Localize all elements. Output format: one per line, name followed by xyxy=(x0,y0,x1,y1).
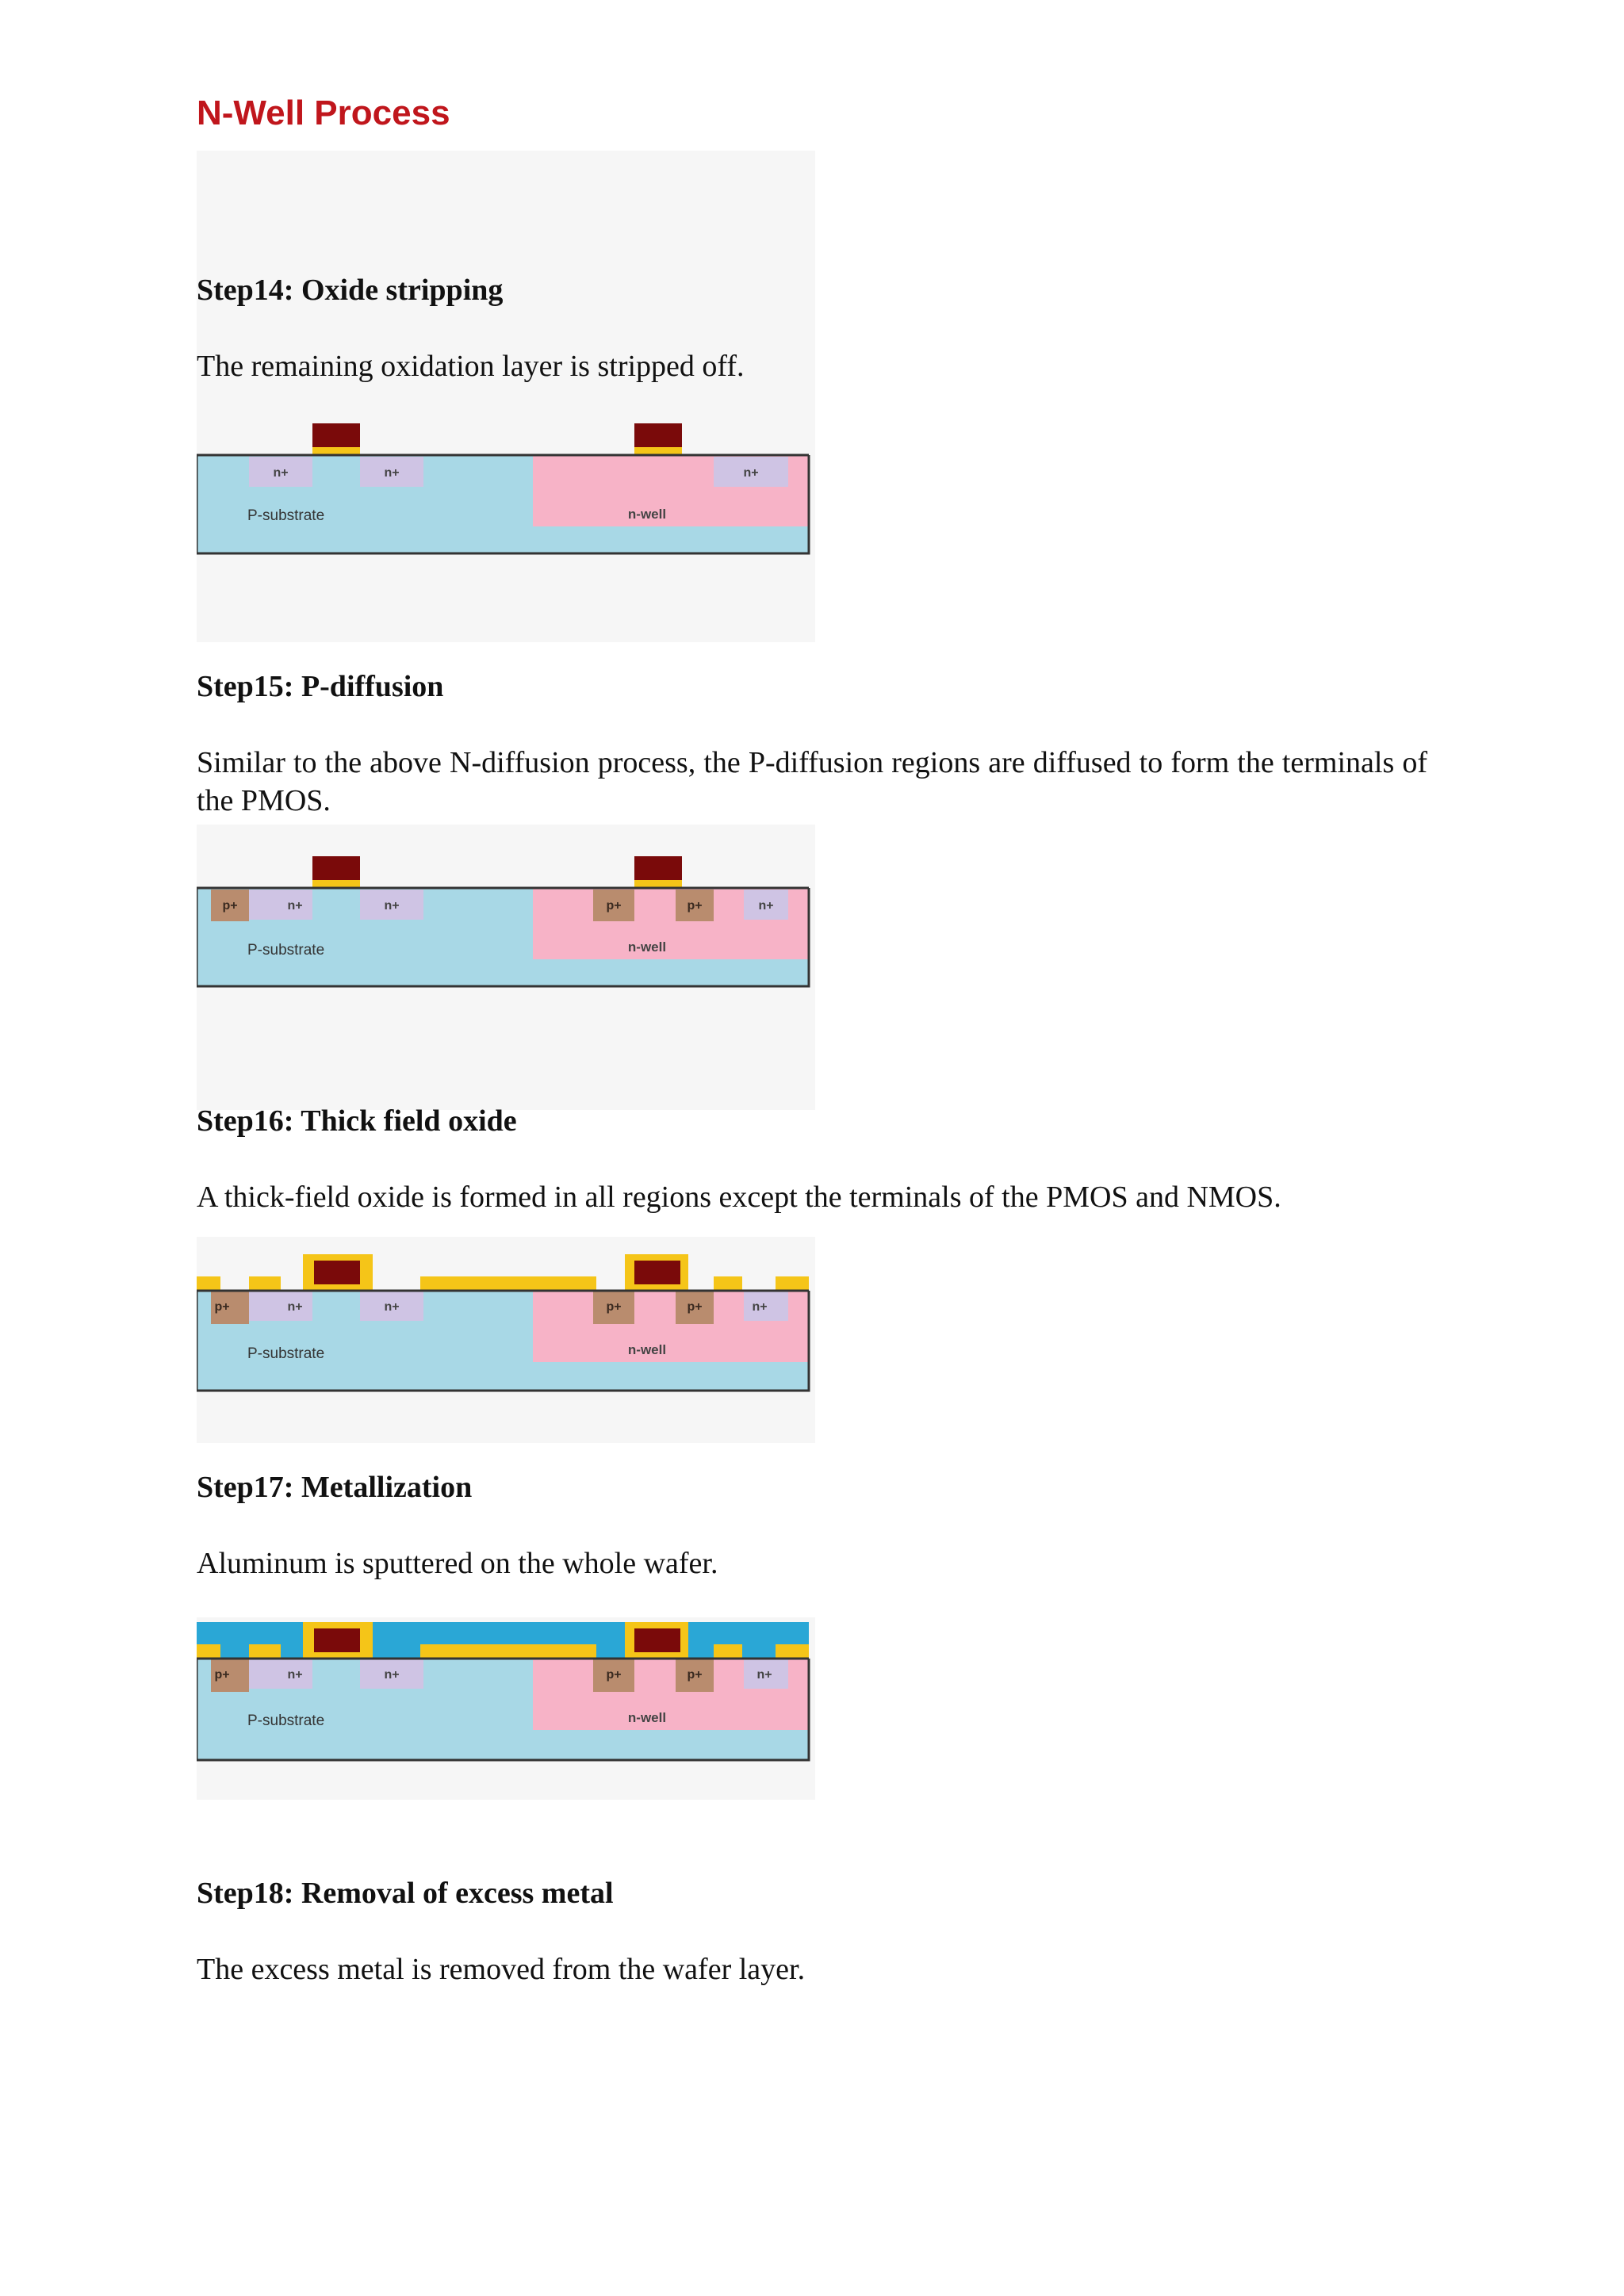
step-description: Aluminum is sputtered on the whole wafer. xyxy=(197,1547,718,1580)
ndiff-region xyxy=(249,1659,312,1689)
gate-poly xyxy=(634,1628,680,1652)
step-heading: Step17: Metallization xyxy=(197,1471,473,1504)
step-heading: Step18: Removal of excess metal xyxy=(197,1877,614,1910)
ndiff-label: n+ xyxy=(758,899,774,913)
substrate-label: P-substrate xyxy=(247,507,325,524)
nwell-label: n-well xyxy=(627,1342,667,1357)
step-description: The remaining oxidation layer is stripped off. xyxy=(197,350,745,383)
step-14-diagram xyxy=(197,420,815,557)
gate-poly xyxy=(314,1261,360,1284)
ndiff-label: n+ xyxy=(743,466,759,480)
gate-poly xyxy=(312,423,360,447)
field-oxide xyxy=(197,1644,220,1659)
gate-poly xyxy=(314,1628,360,1652)
field-oxide xyxy=(249,1644,281,1659)
substrate-label: P-substrate xyxy=(247,1345,325,1362)
ndiff-region xyxy=(249,1291,312,1321)
field-oxide xyxy=(420,1276,596,1291)
pdiff-label: p+ xyxy=(606,1300,622,1314)
gate-poly xyxy=(312,856,360,880)
pdiff-label: p+ xyxy=(687,899,703,913)
substrate-label: P-substrate xyxy=(247,942,325,959)
ndiff-label: n+ xyxy=(384,899,400,913)
nwell-label: n-well xyxy=(627,507,667,522)
ndiff-label: n+ xyxy=(384,1300,400,1314)
ndiff-label: n+ xyxy=(384,466,400,480)
step-heading: Step14: Oxide stripping xyxy=(197,274,504,307)
gate-poly xyxy=(634,1261,680,1284)
pdiff-label: p+ xyxy=(214,1300,230,1314)
field-oxide xyxy=(776,1644,809,1659)
step-heading: Step15: P-diffusion xyxy=(197,670,444,703)
ndiff-label: n+ xyxy=(273,466,289,480)
step-description: Similar to the above N-diffusion process, the P-diffusion regions are diffused to form the terminals of the PMOS. xyxy=(197,746,1427,817)
nwell-label: n-well xyxy=(627,1710,667,1725)
page-title: N-Well Process xyxy=(197,94,450,132)
pdiff-label: p+ xyxy=(214,1668,230,1682)
field-oxide xyxy=(249,1276,281,1291)
pdiff-label: p+ xyxy=(687,1300,703,1314)
gate-poly xyxy=(634,423,682,447)
ndiff-label: n+ xyxy=(752,1300,768,1314)
pdiff-label: p+ xyxy=(222,899,238,913)
step-description: A thick-field oxide is formed in all regions except the terminals of the PMOS and NMOS. xyxy=(197,1181,1281,1214)
ndiff-region xyxy=(249,890,312,920)
ndiff-label: n+ xyxy=(756,1668,772,1682)
step-description: The excess metal is removed from the wafer layer. xyxy=(197,1953,806,1986)
step-17-diagram xyxy=(197,1619,815,1763)
nwell-label: n-well xyxy=(627,939,667,955)
step-heading: Step16: Thick field oxide xyxy=(197,1104,517,1138)
field-oxide xyxy=(776,1276,809,1291)
ndiff-label: n+ xyxy=(287,899,303,913)
ndiff-label: n+ xyxy=(384,1668,400,1682)
field-oxide xyxy=(197,1276,220,1291)
step-16-diagram xyxy=(197,1251,815,1394)
ndiff-label: n+ xyxy=(287,1300,303,1314)
pdiff-label: p+ xyxy=(606,899,622,913)
pdiff-label: p+ xyxy=(606,1668,622,1682)
step-15-diagram xyxy=(197,853,815,989)
background-band xyxy=(197,151,815,642)
pdiff-label: p+ xyxy=(687,1668,703,1682)
field-oxide xyxy=(714,1644,742,1659)
field-oxide xyxy=(714,1276,742,1291)
substrate-label: P-substrate xyxy=(247,1712,325,1729)
ndiff-label: n+ xyxy=(287,1668,303,1682)
field-oxide xyxy=(420,1644,596,1659)
gate-poly xyxy=(634,856,682,880)
